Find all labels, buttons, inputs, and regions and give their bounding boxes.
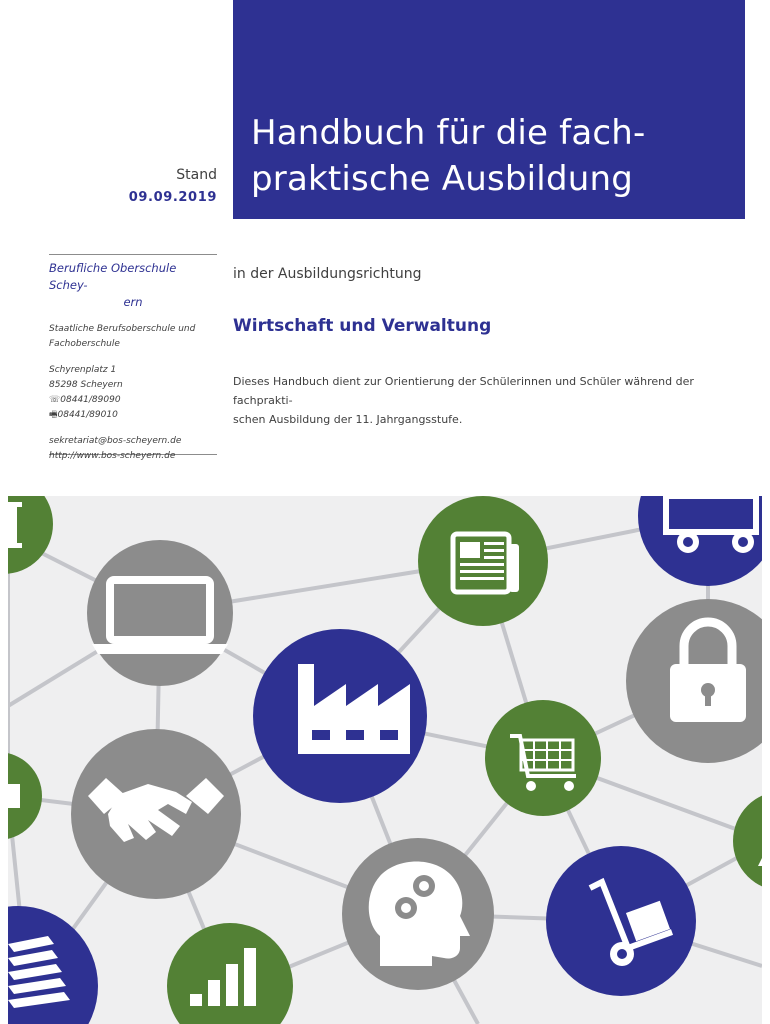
left-partial-node: [8, 752, 42, 840]
fax-icon: 🖷: [49, 410, 58, 420]
address-street: Schyrenplatz 1: [49, 365, 117, 375]
bar-chart-node: [167, 923, 293, 1024]
school-info-sidebar: [49, 254, 217, 461]
description: [233, 372, 748, 429]
truck-node: [638, 496, 762, 586]
factory-node: [253, 629, 427, 803]
school-name-line-1: Berufliche Oberschule Schey-: [49, 261, 177, 292]
clipboard-icon: [8, 784, 20, 808]
school-name-line-2: ern: [123, 295, 143, 309]
laptop-node: [87, 540, 233, 686]
address-city: 85298 Scheyern: [49, 380, 123, 390]
shopping-cart-node: [485, 700, 601, 816]
school-website[interactable]: http://www.bos-scheyern.de: [49, 451, 176, 461]
school-address: [49, 363, 217, 423]
right-partial-node: [733, 791, 762, 891]
stacked-papers-node: [8, 906, 98, 1024]
description-line-2: schen Ausbildung der 11. Jahrgangsstufe.: [233, 413, 463, 426]
document-title: [251, 110, 731, 202]
intro-text: in der Ausbildungsrichtung: [233, 266, 422, 282]
title-box: [233, 0, 745, 219]
school-contact: [49, 434, 217, 464]
subject-heading: Wirtschaft und Verwaltung: [233, 316, 492, 336]
padlock-node: [626, 599, 762, 763]
description-line-1: Dieses Handbuch dient zur Orientierung der Schülerinnen und Schüler während der fachprakti-: [233, 375, 694, 407]
newspaper-node: [418, 496, 548, 626]
school-name: [49, 260, 217, 311]
fax-number: 08441/89010: [57, 410, 118, 420]
stand-date: 09.09.2019: [128, 190, 217, 205]
school-subtitle-line-1: Staatliche Berufsoberschule und: [49, 324, 196, 334]
title-line-2: praktische Ausbildung: [251, 159, 634, 199]
fax-line: [49, 408, 217, 423]
network-svg: [8, 496, 762, 1024]
head-gears-node: [342, 838, 494, 990]
handshake-node: [71, 729, 241, 899]
school-subtitle-line-2: Fachoberschule: [49, 339, 120, 349]
school-email[interactable]: sekretariat@bos-scheyern.de: [49, 436, 182, 446]
phone-line: [49, 393, 217, 408]
phone-number: 08441/89090: [60, 395, 121, 405]
school-subtitle: [49, 322, 217, 352]
stand-label: Stand: [176, 167, 217, 183]
building-node: [8, 496, 53, 574]
phone-icon: ☏: [49, 395, 61, 405]
hand-truck-node: [546, 846, 696, 996]
title-line-1: Handbuch für die fach-: [251, 113, 646, 153]
network-graphic: [8, 496, 762, 1024]
